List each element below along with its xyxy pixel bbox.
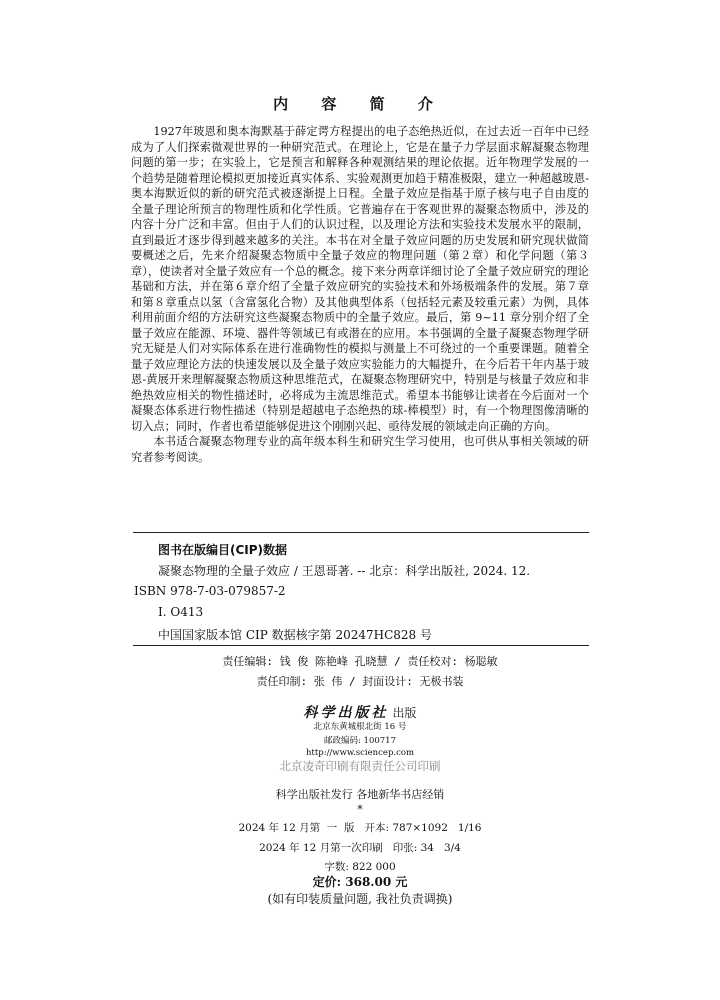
cip-top-divider [133, 532, 589, 533]
production-credit-line: 责任印制: 张 伟 / 封面设计: 无极书装 [256, 675, 464, 688]
cip-isbn-line: ISBN 978-7-03-079857-2 [134, 584, 286, 598]
cip-classification-line: Ⅰ. O413 [158, 605, 204, 619]
publisher-logo: 科学出版社 [303, 705, 389, 721]
price: 定价: 368.00 元 [312, 875, 408, 889]
section-title: 内 容 简 介 [273, 95, 447, 113]
publisher-suffix: 出版 [392, 706, 417, 720]
editors-credit-line: 责任编辑: 钱 俊 陈艳峰 孔晓慧 / 责任校对: 杨聪敏 [222, 655, 498, 668]
cip-heading: 图书在版编目(CIP)数据 [158, 543, 288, 557]
edition-line: 2024 年 12 月第 一 版 开本: 787×1092 1/16 [238, 822, 482, 834]
intro-body [131, 124, 589, 465]
publisher-address: 北京东黄城根北街 16 号 [313, 722, 407, 732]
printer-line: 北京凌奇印刷有限责任公司印刷 [279, 759, 441, 773]
cip-record-number-line: 中国国家版本馆 CIP 数据核字第 20247HC828 号 [158, 628, 432, 642]
publisher-line [0, 702, 720, 722]
publisher-postcode: 邮政编码: 100717 [323, 736, 396, 746]
intro-paragraph-2: 本书适合凝聚态物理专业的高年级本科生和研究生学习使用，也可供从事相关领域的研究者参考阅读。 [131, 435, 589, 464]
word-count: 字数: 822 000 [324, 861, 396, 873]
separator-star: * [357, 803, 363, 816]
printing-line: 2024 年 12 月第一次印刷 印张: 34 3/4 [259, 842, 461, 854]
quality-notice: (如有印装质量问题, 我社负责调换) [267, 892, 453, 906]
cip-bottom-divider [133, 645, 589, 646]
publisher-url: http://www.sciencep.com [305, 748, 415, 758]
distribution-line: 科学出版社发行 各地新华书店经销 [275, 788, 445, 801]
intro-paragraph-1: 1927年玻恩和奥本海默基于薛定谔方程提出的电子态绝热近似，在过去近一百年中已经成为了人们探索微观世界的一种研究范式。在理论上，它是在量子力学层面求解凝聚态物理问题的第一步；在实验上，它是预言和解释各种观测结果的理论依据。近年物理学发展的一个趋势是随着理论模拟更加接近真实体系、实验观测更加趋于精准极限，建立一种超越玻恩-奥本海默近似的新的研究范式被逐渐提上日程。全量子效应是指基于原子核与电子自由度的全量子理论所预言的物理性质和化学性质。它普遍存在于客观世界的凝聚态物质中，涉及的内容十分广泛和丰富。但由于人们的认识过程，以及理论方法和实验技术发展水平的限制，直到最近才逐步得到越来越多的关注。本书在对全量子效应问题的历史发展和研究现状做简要概述之后，先来介绍凝聚态物质中全量子效应的物理问题（第２章）和化学问题（第３章），使读者对全量子效应有一个总的概念。接下来分两章详细讨论了全量子效应研究的理论基础和方法，并在第６章介绍了全量子效应研究的实验技术和外场极端条件的发展。第７章和第８章重点以氢（含富氢化合物）及其他典型体系（包括轻元素及较重元素）为例，具体利用前面介绍的方法研究这些凝聚态物质中的全量子效应。最后，第 9~11 章分别介绍了全量子效应在能源、环境、器件等领域已有或潜在的应用。本书强调的全量子凝聚态物理学研究无疑是人们对实际体系在进行准确物性的模拟与测量上不可绕过的一个重要课题。随着全量子效应理论方法的快速发展以及全量子效应实验能力的大幅提升，在今后若干年内基于玻恩-黄展开来理解凝聚态物质这种思维范式，在凝聚态物理研究中，特别是与核量子效应和非绝热效应相关的物性描述时，必将成为主流思维范式。希望本书能够让读者在今后面对一个凝聚态体系进行物性描述（特别是超越电子态绝热的球-棒模型）时，有一个物理图像清晰的切入点；同时，作者也希望能够促进这个刚刚兴起、亟待发展的领域走向正确的方向。 [131, 125, 589, 433]
cip-title-line: 凝聚态物理的全量子效应 / 王恩哥著. -- 北京：科学出版社, 2024. 12. [158, 564, 531, 578]
